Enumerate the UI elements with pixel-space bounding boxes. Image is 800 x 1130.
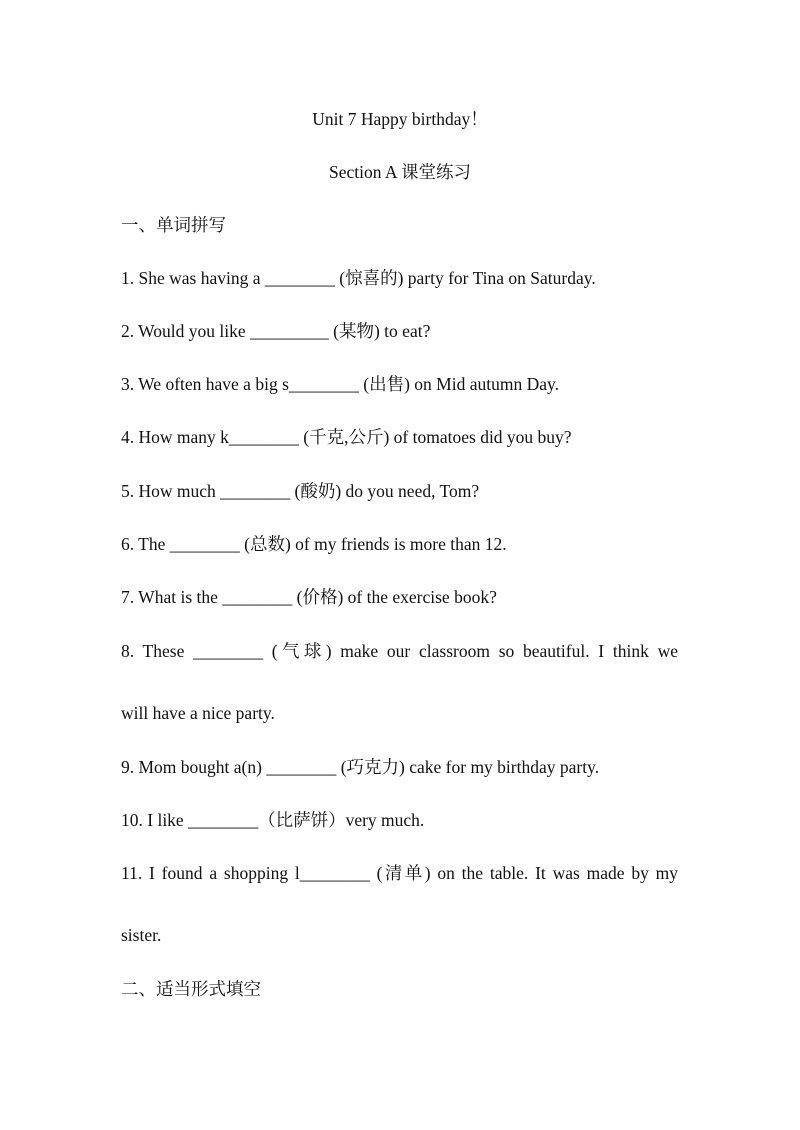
exercise-item-8-continued: will have a nice party. — [121, 703, 275, 723]
exercise-item-9: 9. Mom bought a(n) ________ (巧克力) cake for my birthday party. — [121, 757, 600, 777]
page-subtitle: Section A 课堂练习 — [329, 162, 471, 182]
page-title: Unit 7 Happy birthday！ — [312, 109, 488, 129]
exercise-item-6: 6. The ________ (总数) of my friends is more than 12. — [121, 534, 507, 554]
exercise-item-3: 3. We often have a big s________ (出售) on Mid autumn Day. — [121, 374, 559, 394]
exercise-item-2: 2. Would you like _________ (某物) to eat? — [121, 321, 431, 341]
exercise-item-4: 4. How many k________ (千克,公斤) of tomatoes did you buy? — [121, 427, 572, 447]
section-heading-spelling: 一、单词拼写 — [121, 215, 226, 235]
exercise-item-8: 8. These ________ (气球) make our classroom so beautiful. I think we — [121, 641, 678, 661]
exercise-item-10: 10. I like ________（比萨饼）very much. — [121, 810, 425, 830]
exercise-item-11-continued: sister. — [121, 925, 162, 945]
exercise-item-1: 1. She was having a ________ (惊喜的) party for Tina on Saturday. — [121, 268, 596, 288]
exercise-item-7: 7. What is the ________ (价格) of the exercise book? — [121, 587, 497, 607]
section-heading-fill-in: 二、适当形式填空 — [121, 979, 261, 999]
exercise-item-11: 11. I found a shopping l________ (清单) on the table. It was made by my — [121, 863, 678, 883]
exercise-item-5: 5. How much ________ (酸奶) do you need, Tom? — [121, 481, 480, 501]
